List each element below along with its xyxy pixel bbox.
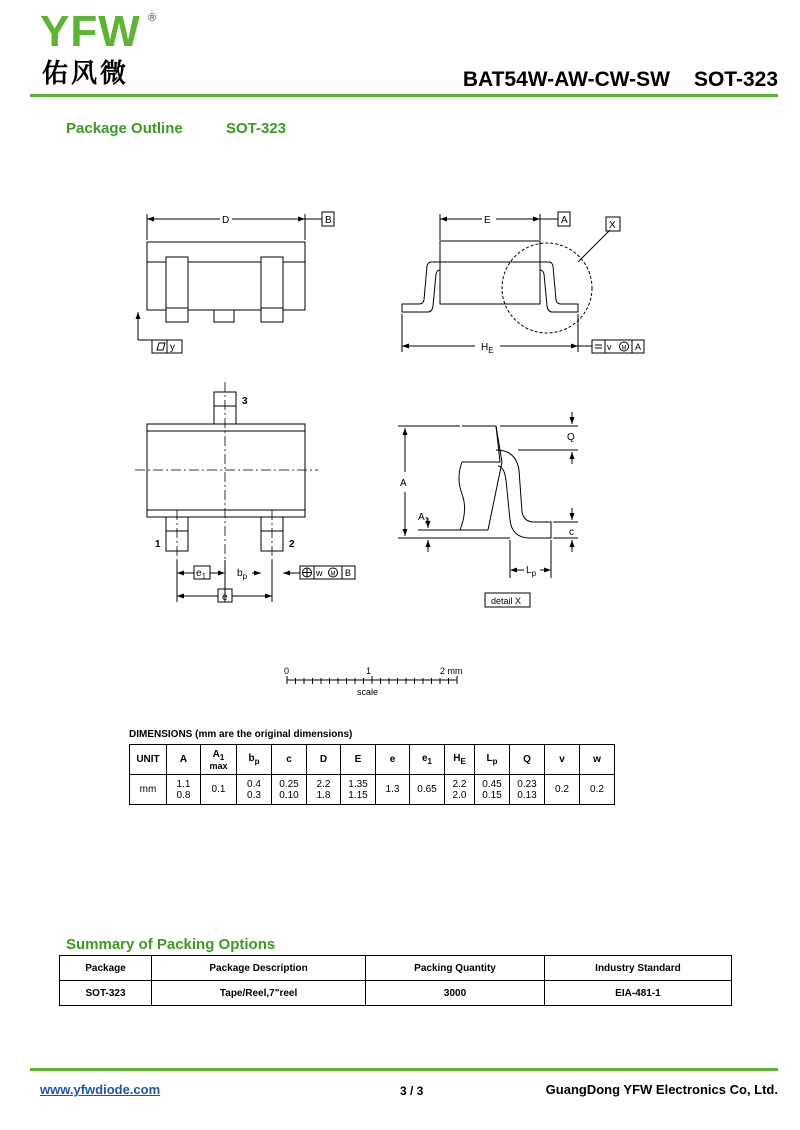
logo-text: YFW — [40, 7, 141, 56]
dim-col-header: E — [341, 745, 376, 775]
dimensions-value-row — [130, 775, 615, 805]
label-HE: $H_E$ — [481, 342, 494, 355]
side-view — [402, 212, 644, 353]
label-y: y — [170, 342, 175, 353]
dim-value-cell: 0.1 — [201, 775, 237, 805]
packing-header-cell: Package Description — [152, 956, 366, 981]
label-e1: $e_1$ — [196, 568, 207, 581]
registered-mark: ® — [148, 12, 157, 24]
packing-table — [59, 955, 732, 1006]
label-v: v — [607, 342, 612, 352]
pin-1-label: 1 — [155, 539, 161, 550]
label-B-bp: B — [345, 568, 352, 578]
packing-cell: SOT-323 — [60, 981, 152, 1006]
dim-col-header: $L_p$ — [475, 745, 510, 775]
packing-cell: 3000 — [366, 981, 545, 1006]
top-view — [138, 212, 334, 353]
scale-tick-1: 1 — [366, 666, 372, 676]
dim-col-header: c — [272, 745, 307, 775]
dim-col-header: $b_p$ — [237, 745, 272, 775]
packing-title: Summary of Packing Options — [66, 936, 276, 953]
label-A-he: A — [635, 342, 642, 352]
website-link[interactable]: www.yfwdiode.com — [40, 1082, 161, 1097]
logo-chinese-name: 佑风微 — [42, 59, 130, 89]
dim-col-header: $H_E$ — [445, 745, 475, 775]
part-number: BAT54W-AW-CW-SW — [462, 68, 670, 91]
label-w: w — [316, 568, 323, 578]
label-e: e — [222, 592, 228, 603]
dimensions-title: DIMENSIONS (mm are the original dimensions) — [129, 729, 353, 740]
label-X: X — [609, 220, 616, 231]
dim-col-header: v — [545, 745, 580, 775]
dim-value-cell: 2.2 2.0 — [445, 775, 475, 805]
header-package: SOT-323 — [693, 68, 778, 91]
packing-cell: EIA-481-1 — [544, 981, 731, 1006]
scale-label: scale — [357, 687, 379, 697]
section-title: Package Outline — [66, 120, 183, 137]
label-E: E — [484, 215, 491, 226]
label-bp: $b_p$ — [237, 568, 248, 581]
dim-col-header: D — [307, 745, 341, 775]
packing-header-row — [60, 956, 732, 981]
dimensions-header-row — [130, 745, 615, 775]
dim-col-header: $e_1$ — [410, 745, 445, 775]
dim-value-cell: 0.2 — [545, 775, 580, 805]
label-A-ref: A — [561, 215, 568, 226]
scale-tick-0: 0 — [284, 666, 290, 676]
scale-tick-2: 2 mm — [440, 666, 463, 676]
label-M-bp: M — [330, 571, 336, 578]
packing-header-cell: Industry Standard — [544, 956, 731, 981]
detail-x-view — [398, 412, 578, 607]
packing-header-cell: Packing Quantity — [366, 956, 545, 981]
label-D: D — [222, 215, 230, 226]
label-A1: $A_1$ — [418, 512, 430, 525]
dim-value-cell: 0.2 — [580, 775, 615, 805]
label-Q: Q — [567, 432, 575, 443]
label-Lp: $L_p$ — [526, 565, 537, 578]
dim-value-cell: 0.45 0.15 — [475, 775, 510, 805]
dim-value-cell: 1.3 — [376, 775, 410, 805]
dim-value-cell: 0.25 0.10 — [272, 775, 307, 805]
dim-col-header: A — [167, 745, 201, 775]
packing-data-row — [60, 981, 732, 1006]
dim-value-cell: 0.65 — [410, 775, 445, 805]
label-A: A — [400, 478, 407, 489]
page-number: 3 / 3 — [400, 1084, 424, 1098]
dim-col-header: $A_1$ max — [201, 745, 237, 775]
unit-cell: mm — [130, 775, 167, 805]
footer-divider — [30, 1068, 778, 1071]
dim-value-cell: 1.1 0.8 — [167, 775, 201, 805]
dim-value-cell: 0.4 0.3 — [237, 775, 272, 805]
dim-value-cell: 0.23 0.13 — [510, 775, 545, 805]
pin-2-label: 2 — [289, 539, 295, 550]
dim-col-header: e — [376, 745, 410, 775]
unit-header: UNIT — [130, 745, 167, 775]
packing-cell: Tape/Reel,7"reel — [152, 981, 366, 1006]
section-package: SOT-323 — [226, 120, 287, 137]
dim-col-header: Q — [510, 745, 545, 775]
dimensions-table — [129, 744, 615, 805]
dim-value-cell: 2.2 1.8 — [307, 775, 341, 805]
detail-x-label: detail X — [491, 596, 522, 606]
label-c: c — [569, 527, 574, 538]
label-M-he: M — [621, 345, 627, 352]
dim-value-cell: 1.35 1.15 — [341, 775, 376, 805]
scale-bar — [287, 676, 457, 684]
dim-col-header: w — [580, 745, 615, 775]
label-B: B — [325, 215, 332, 226]
packing-header-cell: Package — [60, 956, 152, 981]
pin-3-label: 3 — [242, 396, 248, 407]
company-name: GuangDong YFW Electronics Co, Ltd. — [545, 1082, 778, 1097]
